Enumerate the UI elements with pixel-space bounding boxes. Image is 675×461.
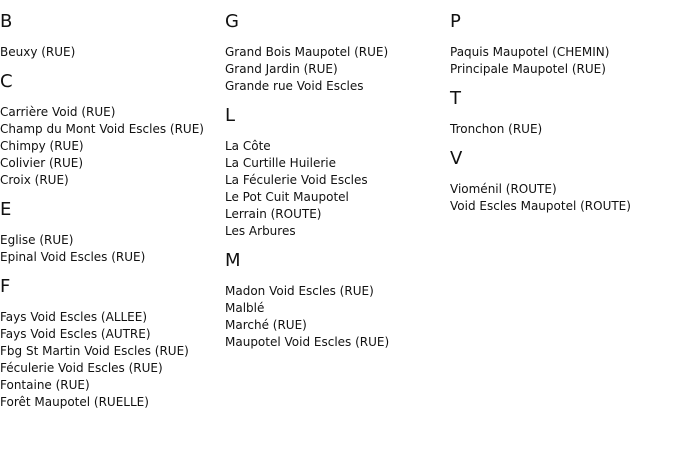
street-item[interactable]: Champ du Mont Void Escles (RUE) bbox=[0, 122, 204, 136]
street-item[interactable]: Forêt Maupotel (RUELLE) bbox=[0, 395, 149, 409]
street-list bbox=[0, 104, 224, 189]
street-list bbox=[450, 121, 674, 138]
letter-heading: G bbox=[225, 11, 239, 32]
letter-group-f bbox=[0, 276, 224, 411]
letter-group-v bbox=[450, 148, 674, 215]
street-item[interactable]: Les Arbures bbox=[225, 224, 296, 238]
column-1 bbox=[0, 0, 224, 411]
street-list bbox=[225, 44, 449, 95]
letter-heading: V bbox=[450, 148, 463, 169]
street-list bbox=[0, 44, 224, 61]
letter-group-m bbox=[225, 250, 449, 351]
letter-group-b bbox=[0, 11, 224, 61]
street-item[interactable]: Grand Bois Maupotel (RUE) bbox=[225, 45, 389, 59]
street-item[interactable]: Eglise (RUE) bbox=[0, 233, 74, 247]
letter-group-e bbox=[0, 199, 224, 266]
street-item[interactable]: Epinal Void Escles (RUE) bbox=[0, 250, 146, 264]
street-item[interactable]: La Côte bbox=[225, 139, 271, 153]
street-item[interactable]: Malblé bbox=[225, 301, 265, 315]
street-item[interactable]: Fbg St Martin Void Escles (RUE) bbox=[0, 344, 189, 358]
street-item[interactable]: Fays Void Escles (AUTRE) bbox=[0, 327, 151, 341]
street-item[interactable]: Beuxy (RUE) bbox=[0, 45, 76, 59]
street-list bbox=[0, 309, 224, 411]
street-item[interactable]: Paquis Maupotel (CHEMIN) bbox=[450, 45, 610, 59]
column-3 bbox=[450, 0, 674, 215]
column-2 bbox=[225, 0, 449, 351]
street-list bbox=[450, 181, 674, 215]
letter-group-l bbox=[225, 105, 449, 240]
street-item[interactable]: Madon Void Escles (RUE) bbox=[225, 284, 374, 298]
letter-heading: M bbox=[225, 250, 241, 271]
street-item[interactable]: Lerrain (ROUTE) bbox=[225, 207, 322, 221]
street-list bbox=[0, 232, 224, 266]
street-item[interactable]: Void Escles Maupotel (ROUTE) bbox=[450, 199, 631, 213]
letter-group-g bbox=[225, 11, 449, 95]
letter-heading: B bbox=[0, 11, 13, 32]
street-item[interactable]: La Féculerie Void Escles bbox=[225, 173, 368, 187]
letter-heading: C bbox=[0, 71, 13, 92]
letter-heading: E bbox=[0, 199, 12, 220]
letter-group-c bbox=[0, 71, 224, 189]
street-item[interactable]: Carrière Void (RUE) bbox=[0, 105, 116, 119]
letter-group-p bbox=[450, 11, 674, 78]
street-list bbox=[450, 44, 674, 78]
street-item[interactable]: Grande rue Void Escles bbox=[225, 79, 364, 93]
letter-heading: L bbox=[225, 105, 236, 126]
letter-group-t bbox=[450, 88, 674, 138]
street-list bbox=[225, 138, 449, 240]
street-item[interactable]: Fontaine (RUE) bbox=[0, 378, 90, 392]
street-item[interactable]: Chimpy (RUE) bbox=[0, 139, 84, 153]
street-item[interactable]: Féculerie Void Escles (RUE) bbox=[0, 361, 163, 375]
street-item[interactable]: Tronchon (RUE) bbox=[450, 122, 543, 136]
letter-heading: T bbox=[450, 88, 461, 109]
street-item[interactable]: Vioménil (ROUTE) bbox=[450, 182, 557, 196]
letter-heading: P bbox=[450, 11, 461, 32]
street-item[interactable]: Maupotel Void Escles (RUE) bbox=[225, 335, 390, 349]
street-item[interactable]: Le Pot Cuit Maupotel bbox=[225, 190, 349, 204]
street-item[interactable]: Marché (RUE) bbox=[225, 318, 307, 332]
street-item[interactable]: Principale Maupotel (RUE) bbox=[450, 62, 606, 76]
street-list bbox=[225, 283, 449, 351]
street-item[interactable]: Grand Jardin (RUE) bbox=[225, 62, 338, 76]
street-item[interactable]: Colivier (RUE) bbox=[0, 156, 84, 170]
street-item[interactable]: La Curtille Huilerie bbox=[225, 156, 337, 170]
street-item[interactable]: Fays Void Escles (ALLEE) bbox=[0, 310, 148, 324]
street-item[interactable]: Croix (RUE) bbox=[0, 173, 69, 187]
letter-heading: F bbox=[0, 276, 11, 297]
